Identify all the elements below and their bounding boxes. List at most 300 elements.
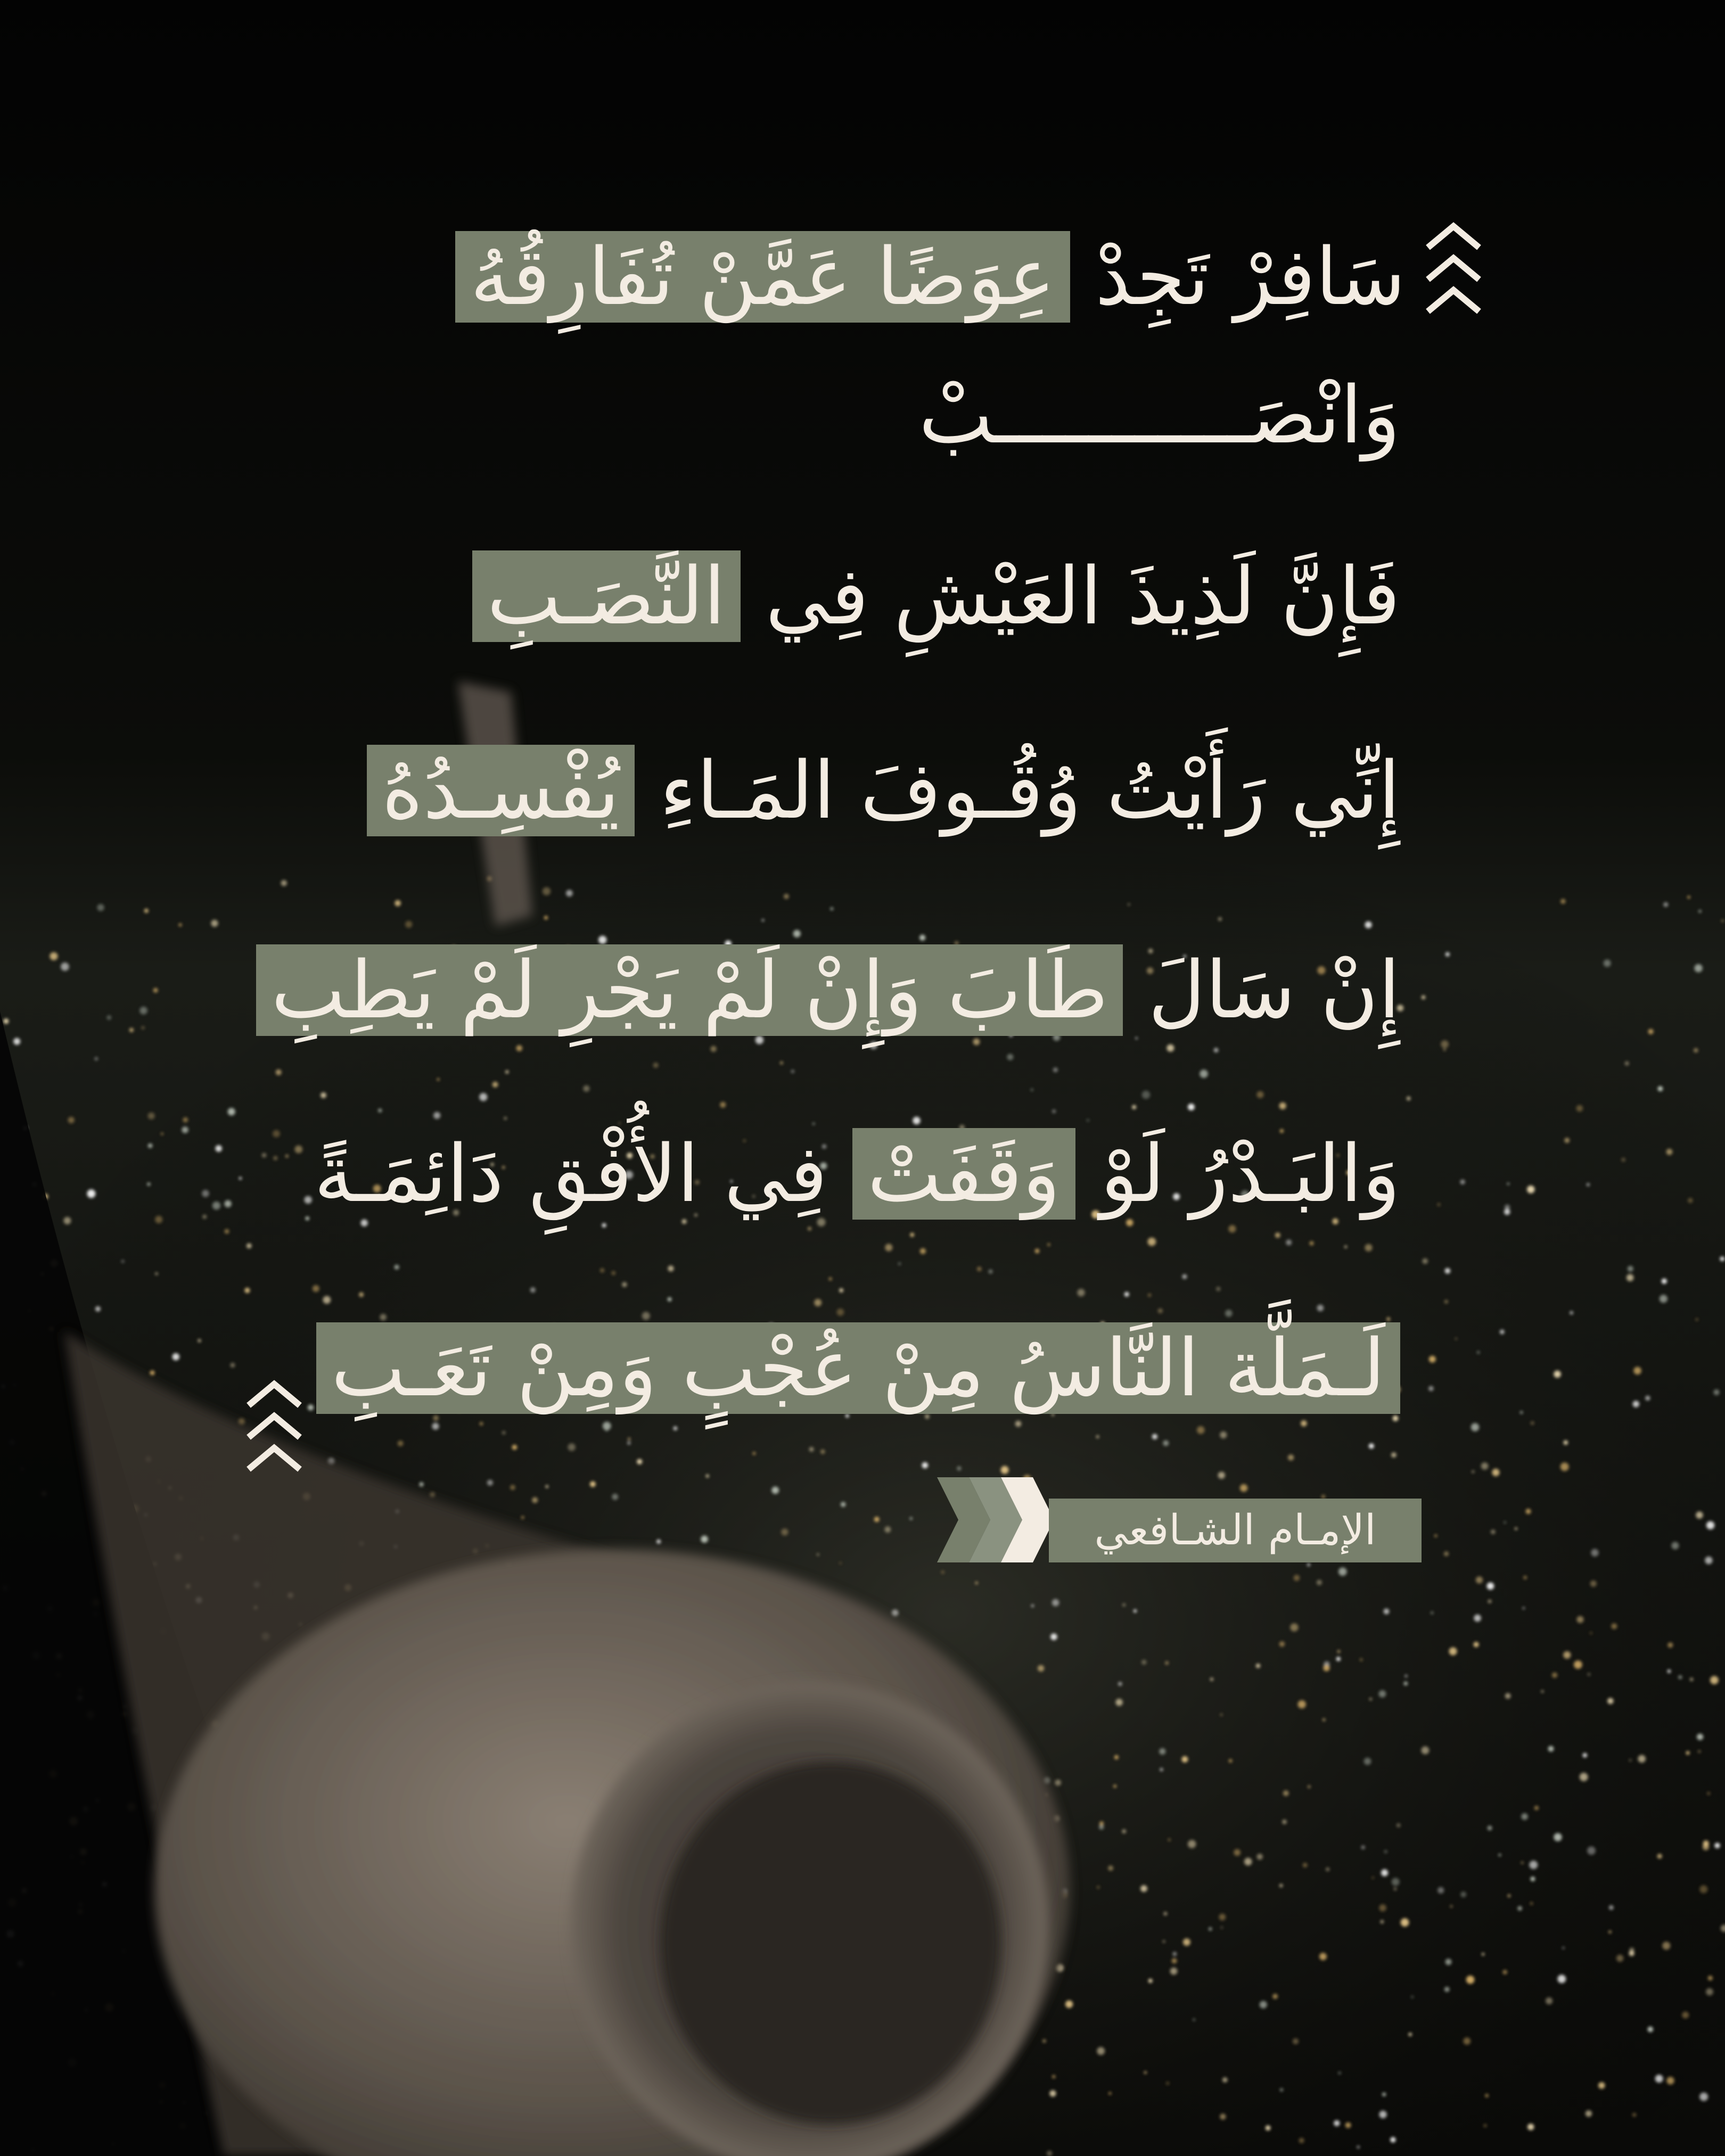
city-light — [753, 1452, 755, 1455]
city-light — [781, 1528, 788, 1535]
poem-line-6-highlight: وَقَفَتْ — [852, 1128, 1075, 1220]
city-light — [1047, 2151, 1052, 2156]
city-light — [1616, 1955, 1623, 1962]
city-light — [1183, 1938, 1190, 1946]
city-light — [1209, 1927, 1212, 1930]
poem-line-7-highlight: لَـمَلَّة النَّاسُ مِنْ عُجْبٍ وَمِنْ تَعَـبِ — [316, 1322, 1400, 1414]
city-light — [1523, 1576, 1527, 1579]
poem-line-3 — [472, 532, 1400, 660]
chevron-up-triple-icon — [242, 1363, 306, 1491]
city-light — [202, 1190, 209, 1197]
city-light — [1336, 1657, 1341, 1661]
city-light — [1279, 1102, 1286, 1109]
city-light — [1298, 1700, 1306, 1708]
city-light — [1499, 1854, 1501, 1856]
city-light — [1648, 2027, 1654, 2032]
city-light — [530, 1287, 536, 1293]
city-light — [273, 1156, 277, 1161]
city-light — [1586, 2110, 1592, 2117]
city-light — [1587, 1183, 1590, 1186]
city-light — [1163, 1940, 1165, 1943]
city-light — [1628, 1266, 1633, 1272]
city-light — [1721, 920, 1723, 922]
city-light — [1132, 1105, 1136, 1109]
city-light — [1688, 1198, 1693, 1203]
city-light — [1449, 1647, 1457, 1655]
city-light — [1369, 1443, 1374, 1449]
city-light — [1280, 2088, 1283, 2092]
city-light — [628, 1438, 630, 1441]
city-light — [1576, 1105, 1583, 1112]
city-light — [1220, 1431, 1227, 1438]
city-light — [1108, 2092, 1111, 2095]
city-light — [1360, 1658, 1362, 1661]
city-light — [1560, 899, 1565, 904]
city-light — [1401, 1918, 1409, 1927]
city-light — [884, 1526, 891, 1533]
city-light — [155, 1216, 162, 1223]
city-light — [622, 1282, 627, 1287]
poem-line-1-highlight: عِوَضًا عَمَّنْ تُفَارِقُهُ — [455, 231, 1070, 323]
city-light — [1052, 2075, 1055, 2078]
city-light — [1541, 1690, 1544, 1693]
city-light — [141, 1026, 144, 1030]
city-light — [1564, 1138, 1570, 1143]
city-light — [1590, 1632, 1592, 1634]
city-light — [830, 907, 833, 910]
city-light — [720, 1102, 726, 1108]
city-light — [910, 1517, 913, 1520]
city-light — [1220, 2113, 1226, 2119]
city-light — [1308, 1785, 1311, 1789]
city-light — [1587, 1847, 1596, 1855]
city-light — [1294, 1575, 1300, 1581]
city-light — [1504, 1521, 1506, 1524]
city-light — [121, 1260, 125, 1263]
city-light — [1443, 1049, 1445, 1051]
city-light — [1323, 1665, 1329, 1671]
city-light — [1460, 1891, 1466, 1897]
city-light — [1257, 1854, 1263, 1859]
city-light — [1334, 2120, 1340, 2126]
city-light — [276, 1069, 282, 1075]
city-light — [1381, 1869, 1388, 1876]
city-light — [1256, 1091, 1263, 1098]
city-light — [1466, 1976, 1475, 1984]
city-light — [1621, 1158, 1625, 1162]
city-light — [1485, 2094, 1489, 2097]
city-light — [1303, 1863, 1308, 1867]
city-light — [1445, 952, 1450, 957]
city-light — [1141, 1660, 1146, 1665]
city-light — [1633, 1367, 1641, 1375]
city-light — [1140, 1885, 1147, 1892]
city-light — [612, 1271, 616, 1276]
city-light — [419, 1482, 423, 1486]
city-light — [1666, 1149, 1673, 1155]
city-light — [87, 1189, 95, 1198]
city-light — [532, 1497, 538, 1503]
city-light — [1658, 1086, 1663, 1091]
city-light — [1690, 1678, 1693, 1681]
city-light — [1052, 1599, 1059, 1607]
city-light — [1182, 1274, 1187, 1279]
poem-line-7 — [316, 1304, 1400, 1432]
city-light — [487, 1480, 493, 1486]
city-light — [1266, 2125, 1271, 2130]
city-light — [701, 1536, 708, 1543]
city-light — [1562, 1947, 1565, 1949]
city-light — [1422, 995, 1426, 1000]
city-light — [1260, 2001, 1267, 2009]
city-light — [1422, 1258, 1428, 1264]
city-light — [1491, 1529, 1496, 1534]
city-light — [1379, 2111, 1386, 2118]
city-light — [1507, 1183, 1509, 1185]
city-light — [1290, 1623, 1298, 1631]
city-light — [1444, 1987, 1450, 1992]
city-light — [1317, 1580, 1322, 1585]
city-light — [1604, 959, 1611, 967]
city-light — [1397, 1823, 1400, 1827]
city-light — [1657, 1854, 1662, 1858]
city-light — [1526, 1509, 1531, 1514]
city-light — [1686, 1751, 1690, 1755]
city-light — [1580, 1773, 1588, 1781]
city-light — [1517, 1906, 1522, 1911]
poem-line-5 — [256, 926, 1400, 1054]
city-light — [1633, 1401, 1639, 1407]
poet-attribution: الإمـام الشـافعي — [1049, 1499, 1422, 1562]
poem-line-6 — [314, 1110, 1400, 1238]
city-light — [505, 1070, 508, 1073]
city-light — [1632, 2113, 1636, 2117]
city-light — [1405, 1675, 1408, 1677]
city-light — [1357, 2146, 1360, 2149]
city-light — [1372, 1877, 1374, 1879]
city-light — [1219, 1914, 1226, 1921]
city-light — [1240, 1484, 1247, 1492]
city-light — [61, 962, 69, 971]
city-light — [1173, 1952, 1177, 1956]
city-light — [1122, 1829, 1126, 1833]
city-light — [129, 1028, 134, 1032]
city-light — [1714, 1389, 1720, 1395]
city-light — [1481, 1462, 1489, 1470]
city-light — [247, 1243, 252, 1248]
poem-line-2 — [919, 351, 1400, 479]
city-light — [544, 916, 548, 919]
city-light — [1708, 1976, 1713, 1980]
city-light — [1096, 1435, 1099, 1438]
city-light — [840, 1562, 842, 1564]
city-light — [1282, 1820, 1287, 1824]
city-light — [566, 890, 573, 897]
city-light — [1118, 1682, 1122, 1685]
city-light — [1464, 2037, 1471, 2045]
city-light — [224, 1200, 231, 1207]
city-light — [1477, 1351, 1480, 1354]
city-light — [1379, 1904, 1386, 1912]
city-light — [1492, 1469, 1499, 1476]
city-light — [1521, 1813, 1528, 1820]
city-light — [1576, 1616, 1583, 1623]
city-light — [1065, 2001, 1073, 2008]
city-light — [1502, 1970, 1507, 1974]
city-light — [1703, 1840, 1709, 1846]
city-light — [1421, 1747, 1429, 1755]
city-light — [1411, 1996, 1414, 1998]
city-light — [1165, 1661, 1169, 1665]
city-light — [1369, 1698, 1372, 1700]
city-light — [1279, 1884, 1283, 1888]
city-light — [1662, 1941, 1670, 1949]
city-light — [780, 1061, 783, 1065]
city-light — [1474, 1615, 1481, 1622]
city-light — [1344, 1246, 1347, 1248]
city-light — [1229, 1759, 1233, 1763]
city-light — [568, 1443, 576, 1451]
city-light — [1527, 1186, 1535, 1194]
city-light — [1159, 1748, 1165, 1755]
city-light — [1382, 2093, 1386, 2096]
city-light — [1660, 1295, 1668, 1303]
city-light — [1598, 2082, 1605, 2089]
city-light — [1548, 1746, 1554, 1752]
city-light — [304, 1196, 311, 1204]
city-light — [1293, 2038, 1299, 2044]
city-light — [1523, 1607, 1525, 1610]
city-light — [1049, 2090, 1056, 2096]
city-light — [1476, 1576, 1483, 1583]
city-light — [1678, 1675, 1682, 1679]
city-light — [95, 1306, 101, 1312]
city-light — [1077, 1289, 1085, 1296]
city-light — [1444, 1300, 1448, 1304]
city-light — [941, 1570, 944, 1574]
city-light — [161, 1133, 163, 1135]
city-light — [1279, 1641, 1285, 1647]
city-light — [1286, 1240, 1292, 1246]
city-light — [1554, 1371, 1561, 1378]
city-light — [1345, 2122, 1351, 2128]
city-light — [885, 1244, 892, 1251]
city-light — [1696, 1318, 1698, 1321]
city-light — [1272, 1994, 1278, 1999]
city-light — [1625, 1061, 1629, 1066]
city-light — [1706, 1988, 1713, 1996]
city-light — [1655, 2075, 1663, 2083]
city-light — [1482, 1953, 1484, 1956]
city-light — [1710, 1676, 1719, 1684]
city-light — [1694, 964, 1702, 972]
city-light — [668, 1265, 673, 1271]
city-light — [612, 1494, 618, 1500]
city-light — [306, 1216, 309, 1220]
city-light — [1529, 1861, 1538, 1869]
city-light — [1687, 896, 1690, 899]
city-light — [202, 1215, 207, 1219]
city-light — [1222, 2077, 1228, 2083]
city-light — [920, 1248, 926, 1254]
city-light — [1283, 1790, 1289, 1796]
city-light — [1166, 2081, 1169, 2085]
city-light — [512, 1445, 518, 1450]
city-light — [791, 1069, 794, 1073]
city-light — [1384, 1609, 1390, 1615]
city-light — [153, 988, 158, 993]
city-light — [1338, 2072, 1341, 2075]
city-light — [198, 1339, 201, 1342]
city-light — [1035, 1249, 1040, 1254]
city-light — [1322, 1718, 1326, 1722]
city-light — [1487, 1583, 1494, 1590]
city-light — [1392, 1878, 1400, 1886]
city-light — [1699, 2093, 1708, 2101]
city-light — [50, 952, 58, 960]
city-light — [1390, 2137, 1395, 2142]
city-light — [1521, 1862, 1524, 1864]
city-light — [1455, 1338, 1457, 1340]
city-light — [637, 1459, 642, 1464]
city-light — [1172, 1958, 1177, 1963]
city-light — [1148, 1979, 1153, 1983]
city-light — [1460, 1180, 1465, 1184]
city-light — [97, 904, 104, 911]
city-light — [1668, 1669, 1671, 1673]
city-light — [281, 880, 287, 886]
city-light — [294, 1146, 302, 1154]
city-light — [1114, 1755, 1119, 1759]
city-light — [479, 1093, 487, 1101]
city-light — [359, 1292, 364, 1297]
city-light — [1218, 917, 1222, 921]
city-light — [1434, 1535, 1437, 1537]
poem-line-6-plain: وَالبَـدْرُ لَوْ — [1075, 1128, 1400, 1220]
city-light — [1591, 1549, 1598, 1557]
city-light — [1590, 1581, 1597, 1587]
city-light — [1645, 1396, 1650, 1401]
city-light — [1148, 1294, 1151, 1297]
city-light — [1142, 1091, 1151, 1099]
city-light — [1409, 2032, 1412, 2036]
city-light — [546, 1485, 548, 1488]
city-light — [1671, 1542, 1679, 1549]
city-light — [784, 894, 789, 899]
city-light — [148, 1143, 153, 1148]
city-light — [1474, 1642, 1479, 1647]
city-light — [989, 1270, 993, 1274]
city-light — [1152, 1434, 1157, 1439]
city-light — [1007, 1054, 1013, 1060]
city-light — [155, 1272, 158, 1275]
city-light — [1706, 1521, 1714, 1529]
city-light — [1216, 1287, 1220, 1291]
city-light — [1108, 1865, 1113, 1871]
city-light — [590, 1482, 596, 1487]
city-light — [1042, 2039, 1046, 2043]
city-light — [1445, 1958, 1452, 1965]
city-light — [147, 1182, 150, 1186]
city-light — [215, 1145, 222, 1152]
poem-line-1-plain: سَافِرْ تَجِدْ — [1070, 231, 1406, 323]
city-light — [1515, 1527, 1517, 1530]
city-light — [1309, 1241, 1313, 1245]
city-light — [1163, 1441, 1169, 1446]
city-light — [922, 1462, 929, 1469]
city-light — [1441, 1040, 1449, 1048]
city-light — [313, 1285, 319, 1292]
city-light — [1404, 1682, 1408, 1686]
city-light — [1668, 1642, 1673, 1648]
city-light — [1531, 1421, 1534, 1425]
city-light — [1450, 1905, 1452, 1907]
city-light — [1128, 903, 1130, 906]
city-light — [543, 887, 551, 895]
city-light — [820, 1450, 825, 1454]
city-light — [874, 1517, 880, 1522]
city-light — [839, 1288, 843, 1293]
city-light — [1288, 1454, 1294, 1460]
city-light — [1031, 1604, 1034, 1607]
city-light — [1666, 2077, 1674, 2084]
city-light — [668, 1297, 672, 1302]
city-light — [1696, 1511, 1703, 1519]
city-light — [225, 1229, 229, 1234]
city-light — [1714, 1843, 1720, 1848]
city-light — [1133, 1609, 1137, 1612]
city-light — [1574, 1660, 1582, 1669]
city-light — [1047, 1243, 1050, 1246]
city-light — [1583, 1753, 1588, 1758]
city-light — [1662, 1279, 1667, 1284]
city-light — [13, 1038, 20, 1045]
city-light — [1050, 1633, 1057, 1640]
city-light — [1144, 2071, 1147, 2074]
city-light — [3, 1018, 9, 1024]
city-light — [1170, 1968, 1178, 1975]
city-light — [1531, 1877, 1535, 1881]
city-light — [1168, 1839, 1171, 1841]
city-light — [1391, 1452, 1397, 1458]
city-light — [1364, 1758, 1371, 1765]
city-light — [1720, 1256, 1724, 1261]
city-light — [1428, 1386, 1434, 1392]
city-light — [892, 1609, 899, 1616]
city-light — [1299, 2138, 1304, 2143]
city-light — [323, 1296, 331, 1304]
city-light — [1218, 1472, 1225, 1479]
city-light — [1484, 2124, 1487, 2127]
city-light — [1663, 902, 1668, 907]
city-light — [1244, 1858, 1252, 1866]
poem-line-4-highlight: يُفْسِـدُهُ — [367, 745, 635, 836]
city-light — [1500, 1330, 1505, 1335]
city-light — [1055, 1780, 1061, 1786]
city-light — [1384, 1850, 1387, 1853]
city-light — [1193, 2019, 1195, 2021]
city-light — [1188, 1840, 1196, 1848]
poem-line-2-plain: وَانْصَـــــــــــبْ — [918, 369, 1400, 461]
city-light — [179, 923, 182, 926]
city-light — [1608, 1930, 1611, 1933]
city-light — [1256, 1664, 1260, 1668]
city-light — [1394, 1888, 1397, 1890]
city-light — [398, 1441, 404, 1446]
city-light — [1097, 1886, 1100, 1889]
city-light — [841, 1502, 846, 1507]
city-light — [239, 1177, 242, 1180]
